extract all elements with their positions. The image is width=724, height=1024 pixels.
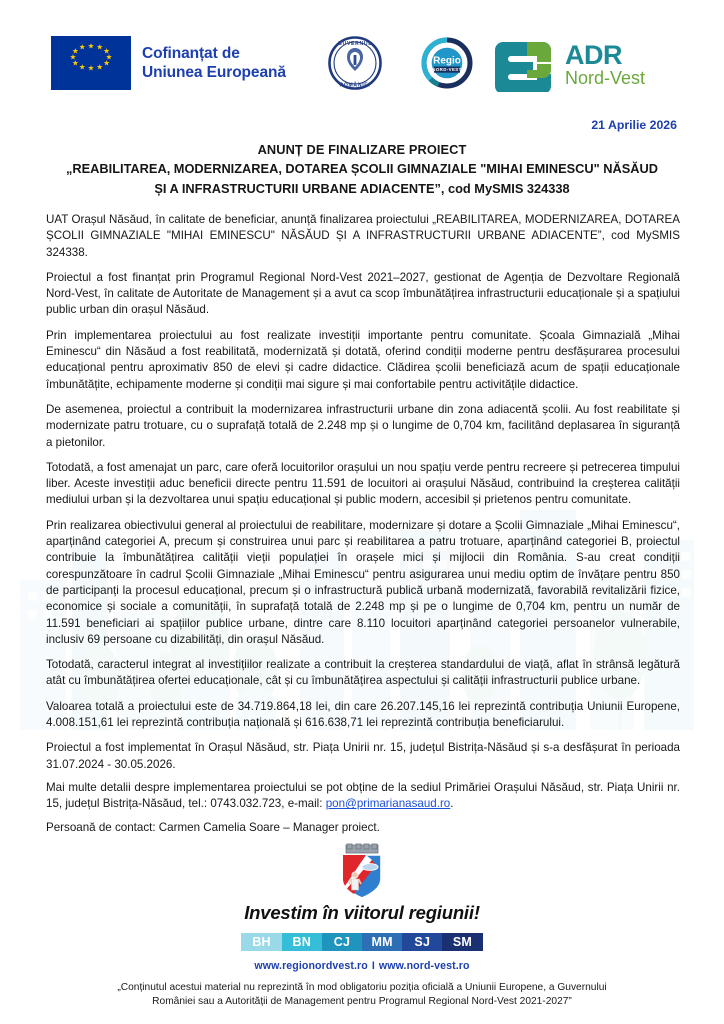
project-title-line1: „REABILITAREA, MODERNIZAREA, DOTAREA ȘCOLII GIMNAZIALE "MIHAI EMINESCU" NĂSĂUD: [65, 161, 659, 176]
county-badge-mm: MM: [362, 933, 402, 951]
eu-logo-line1: Cofinanțat de: [142, 45, 240, 62]
disclaimer-line1: „Conținutul acestui material nu reprezintă în mod obligatoriu poziția oficială a Uniunii Europene, a Guvernului: [117, 981, 607, 993]
eu-logo-line2: Uniunea Europeană: [142, 64, 286, 81]
page-title: ANUNȚ DE FINALIZARE PROIECT: [257, 142, 467, 157]
svg-text:NORD-VEST: NORD-VEST: [432, 67, 462, 73]
svg-text:ADR: ADR: [565, 40, 622, 70]
adr-nord-vest-logo-icon: [493, 34, 665, 92]
regio-nord-vest-logo-icon: [420, 36, 474, 90]
paragraph-school-investments: Prin implementarea proiectului au fost realizate investiții importante pentru comunitate. Școala Gimnazială „Mihai Eminescu“ din Năsăud a fost reabilitată, modernizată și dotată, oferind condiții moderne pentru desfășurarea procesului educațional pentru aproximativ 850 de elevi și cadre didactice. Clădirea școlii beneficiază acum de spații educaționale îmbunătățite, echipamente moderne și condiții mai sigure și mai confortabile pentru activitățile didactice.: [46, 328, 680, 391]
crest-container: [0, 843, 724, 899]
county-badge-bh: BH: [241, 933, 281, 951]
county-badges: [242, 933, 483, 951]
eu-cofinancing-logo: [51, 36, 309, 90]
eu-logo-text: [142, 44, 286, 82]
website-links: [0, 960, 724, 972]
title-block: [0, 141, 724, 198]
document-footer: [0, 843, 724, 1009]
svg-text:Nord-Vest: Nord-Vest: [565, 68, 646, 88]
paragraph-contact-person: Persoană de contact: Carmen Camelia Soare – Manager proiect.: [46, 820, 380, 834]
svg-text:Regio: Regio: [433, 55, 461, 67]
disclaimer-line2: României sau a Autorității de Management pentru Programul Regional Nord-Vest 2021-2027”: [152, 996, 572, 1007]
paragraph-implementation-location: Proiectul a fost implementat în Orașul Năsăud, str. Piața Unirii nr. 15, județul Bistrița-Năsăud și s-a desfășurat în perioada 31.07.2024 - 30.05.2026.: [46, 741, 680, 771]
paragraph-park: Totodată, a fost amenajat un parc, care oferă locuitorilor orașului un nou spațiu verde pentru recreere și petrecerea timpului liber. Aceste investiții aduc beneficii directe pentru 11.591 de locuitori ai orașului Năsăud, contribuind la creșterea calității mediului urban și la dezvoltarea unui spațiu educațional și public modern, accesibil și prietenos pentru comunitate.: [46, 460, 680, 507]
county-badge-bn: BN: [282, 933, 322, 951]
county-badge-sj: SJ: [402, 933, 442, 951]
eu-flag-icon: ★ ★ ★ ★ ★ ★ ★ ★ ★ ★ ★ ★: [51, 36, 131, 90]
paragraph-total-value: Valoarea totală a proiectului este de 34.719.864,18 lei, din care 26.207.145,16 lei reprezintă contribuția Uniunii Europene, 4.008.151,61 lei reprezintă contribuția națională și 616.638,71 lei reprezintă contribuția beneficiarului.: [46, 699, 680, 730]
romania-government-logo: [309, 36, 401, 90]
website-separator: I: [371, 959, 375, 972]
nasaud-coat-of-arms-icon: [336, 843, 388, 899]
paragraph-beneficiary: UAT Orașul Năsăud, în calitate de beneficiar, anunță finalizarea proiectului „REABILITAREA, MODERNIZAREA, DOTAREA ȘCOLII GIMNAZIALE "MIHAI EMINESCU" NĂSĂUD ȘI A INFRASTRUCTURII URBANE ADIACENTE”, cod MySMIS 324338.: [46, 213, 680, 259]
paragraph-funding-program: Proiectul a fost finanțat prin Programul Regional Nord-Vest 2021–2027, gestionat de Agenția de Dezvoltare Regională Nord-Vest, în calitate de Autoritate de Management și a avut ca scop îmbunătățirea infrastructurii educaționale și a spațiului public urban din orașul Năsăud.: [46, 270, 680, 317]
website-link-nordvest[interactable]: www.nord-vest.ro: [378, 959, 470, 972]
adr-nord-vest-logo: [493, 34, 673, 92]
svg-text:ROMÂNIEI: ROMÂNIEI: [339, 82, 371, 89]
slogan-text: Investim în viitorul regiunii!: [244, 901, 480, 923]
logo-bar: [0, 0, 724, 96]
document-body: [0, 212, 724, 836]
legal-disclaimer: [0, 981, 724, 1009]
paragraph-integrated-character: Totodată, caracterul integrat al investițiilor realizate a contribuit la creșterea standardului de viață, aflat în strânsă legătură atât cu îmbunătățirea ofertei educaționale, cât și cu îmbunătățirea aspectului și calității infrastructurii publice urbane.: [46, 658, 680, 688]
county-badge-cj: CJ: [322, 933, 362, 951]
paragraph-sidewalks: De asemenea, proiectul a contribuit la modernizarea infrastructurii urbane din zona adiacentă școlii. Au fost reabilitate și modernizate patru trotuare, cu o suprafață totală de 2.248 mp și o lungime de 0,704 km, facilitând deplasarea în siguranță a pietonilor.: [46, 402, 680, 449]
contact-text-prefix: Mai multe detalii despre implementarea proiectului se pot obține de la sediul Primăriei Orașului Năsăud, str. Piața Unirii nr. 15, județul Bistrița-Năsăud, tel.: 0743.032.723, e-mail:: [46, 780, 680, 811]
svg-text:GUVERNUL: GUVERNUL: [337, 41, 373, 48]
project-title-line2: ȘI A INFRASTRUCTURII URBANE ADIACENTE”, cod MySMIS 324338: [154, 181, 570, 196]
regio-logo: [401, 36, 493, 90]
romania-government-seal-icon: [328, 36, 382, 90]
contact-email-link[interactable]: pon@primarianasaud.ro: [325, 797, 451, 811]
paragraph-contact-details: [46, 780, 680, 813]
website-link-regionordvest[interactable]: www.regionordvest.ro: [254, 959, 368, 972]
document-date: 21 Aprilie 2026: [591, 118, 677, 132]
paragraph-general-objective: Prin realizarea obiectivului general al proiectului de reabilitare, modernizare și dotare a Școlii Gimnaziale „Mihai Eminescu“, aparținând categoriei A, precum și construirea unui parc și reabilitarea a patru trotuare, aparținând categoriei B, proiectul contribuie la îmbunătățirea calității vieții populației în orașele mici și mijlocii din România. S-au creat condiții corespunzătoare în cadrul Școlii Gimnaziale „Mihai Eminescu“ pentru asigurarea unui mediu optim de învățare pentru 850 de participanți la procesul educațional, precum și o infrastructură publică urbană modernizată, favorabilă revitalizării fizice, economice și sociale a comunității, în suprafață totală de 2.248 mp și pe o lungime de 0,704 km, pentru un număr de 11.591 beneficiari ai spațiilor publice urbane, dintre care 8.110 locuitori aparținând categoriei persoanelor vulnerabile, inclusiv 69 persoane cu dizabilități, din orașul Năsăud.: [46, 518, 680, 646]
contact-text-suffix: .: [450, 797, 454, 811]
county-badge-sm: SM: [442, 933, 482, 951]
